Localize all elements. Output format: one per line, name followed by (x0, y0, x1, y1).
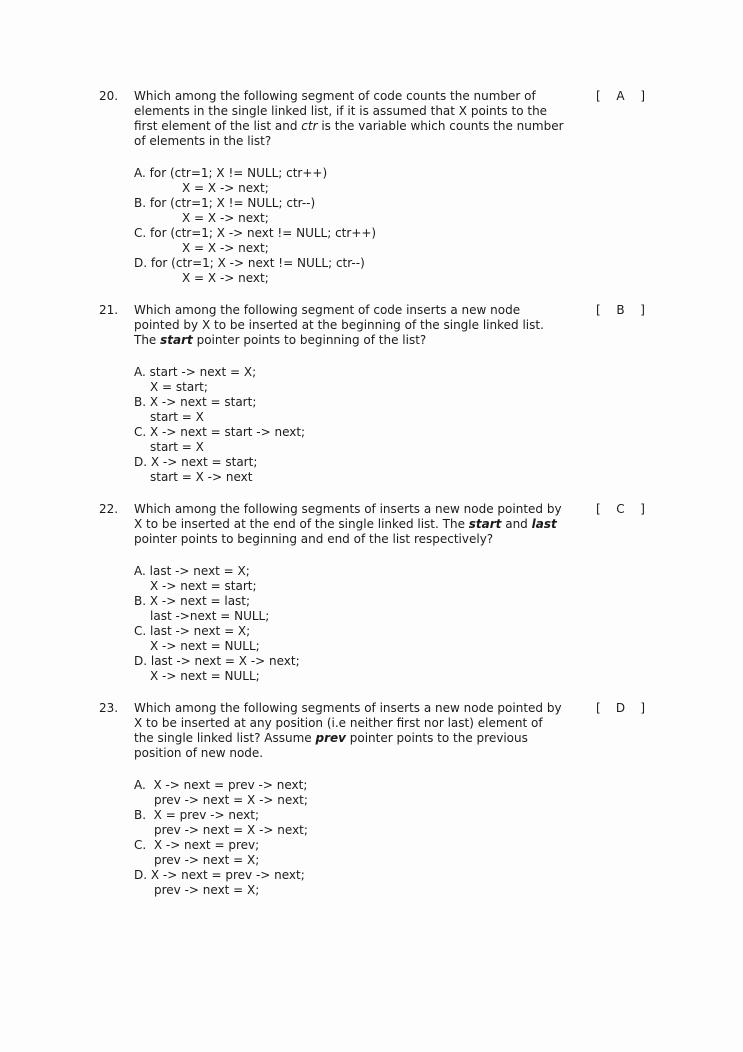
emphasized-term: ctr (301, 119, 318, 133)
emphasized-term: prev (315, 731, 346, 745)
option-d (134, 868, 743, 898)
question-22 (0, 502, 743, 684)
bracket-close: ] (640, 701, 645, 715)
question-text-line (134, 134, 564, 149)
question-23 (0, 701, 743, 898)
option-code-line2: start = X (150, 410, 204, 424)
question-text (134, 701, 562, 761)
option-code-line1: C. last -> next = X; (134, 624, 251, 638)
question-text (134, 89, 564, 149)
option-c (134, 838, 743, 868)
option-code-line2: prev -> next = X -> next; (154, 793, 308, 807)
question-text-line (134, 89, 564, 104)
text-segment: Which among the following segment of code counts the number of (134, 89, 536, 103)
option-code-line2: prev -> next = X -> next; (154, 823, 308, 837)
text-segment: of elements in the list? (134, 134, 272, 148)
question-text-line (134, 517, 562, 532)
options-list (134, 564, 743, 684)
question-header (99, 89, 743, 149)
bracket-close: ] (640, 502, 645, 516)
option-code-line2: X -> next = start; (150, 579, 257, 593)
text-segment: first element of the list and (134, 119, 302, 133)
option-d (134, 256, 743, 286)
option-code-line1: B. for (ctr=1; X != NULL; ctr--) (134, 196, 316, 210)
text-segment: Which among the following segments of inserts a new node pointed by (134, 701, 562, 715)
option-d (134, 455, 743, 485)
text-segment: position of new node. (134, 746, 264, 760)
answer-bracket (596, 502, 645, 517)
bracket-close: ] (640, 303, 645, 317)
question-text-line (134, 716, 562, 731)
options-list (134, 365, 743, 485)
option-b (134, 395, 743, 425)
text-segment: pointed by X to be inserted at the beginning of the single linked list. (134, 318, 544, 332)
option-code-line2: start = X -> next (150, 470, 253, 484)
bracket-open: [ (596, 303, 601, 317)
text-segment: and (501, 517, 532, 531)
question-text-line (134, 502, 562, 517)
emphasized-term: start (468, 517, 502, 531)
question-text-line (134, 303, 544, 318)
option-code-line1: A. last -> next = X; (134, 564, 250, 578)
option-code-line2: X = X -> next; (182, 181, 269, 195)
question-number: 23. (99, 701, 119, 715)
option-code-line1: B. X -> next = last; (134, 594, 251, 608)
option-a (134, 564, 743, 594)
bracket-open: [ (596, 89, 601, 103)
option-b (134, 808, 743, 838)
question-header (99, 701, 743, 761)
option-code-line1: D. for (ctr=1; X -> next != NULL; ctr--) (134, 256, 365, 270)
text-segment: Which among the following segment of code inserts a new node (134, 303, 521, 317)
option-d (134, 654, 743, 684)
options-list (134, 166, 743, 286)
option-code-line2: last ->next = NULL; (150, 609, 270, 623)
option-code-line2: X = start; (150, 380, 208, 394)
question-text-line (134, 731, 562, 746)
answer-letter: B (616, 303, 625, 317)
question-number: 20. (99, 89, 119, 103)
answer-letter: D (615, 701, 626, 715)
option-code-line1: C. for (ctr=1; X -> next != NULL; ctr++) (134, 226, 377, 240)
question-text-line (134, 333, 544, 348)
option-code-line1: C. X -> next = prev; (134, 838, 260, 852)
option-code-line2: prev -> next = X; (154, 853, 260, 867)
answer-bracket (596, 701, 645, 716)
option-code-line1: C. X -> next = start -> next; (134, 425, 306, 439)
text-segment: is the variable which counts the number (317, 119, 564, 133)
question-text (134, 502, 562, 547)
option-code-line2: prev -> next = X; (154, 883, 260, 897)
option-code-line2: X -> next = NULL; (150, 669, 260, 683)
text-segment: pointer points to beginning and end of the list respectively? (134, 532, 494, 546)
option-code-line1: A. start -> next = X; (134, 365, 257, 379)
page-content (0, 89, 743, 915)
question-number: 21. (99, 303, 119, 317)
question-text-line (134, 701, 562, 716)
option-code-line2: X -> next = NULL; (150, 639, 260, 653)
option-code-line1: D. X -> next = prev -> next; (134, 868, 305, 882)
option-code-line1: D. last -> next = X -> next; (134, 654, 300, 668)
answer-letter: A (616, 89, 625, 103)
question-text-line (134, 746, 562, 761)
question-text-line (134, 532, 562, 547)
text-segment: pointer points to the previous (345, 731, 528, 745)
bracket-close: ] (640, 89, 645, 103)
text-segment: The (134, 333, 161, 347)
bracket-open: [ (596, 502, 601, 516)
question-text-line (134, 104, 564, 119)
question-text (134, 303, 544, 348)
option-code-line2: X = X -> next; (182, 211, 269, 225)
emphasized-term: last (531, 517, 557, 531)
bracket-open: [ (596, 701, 601, 715)
question-20 (0, 89, 743, 286)
option-code-line1: A. X -> next = prev -> next; (134, 778, 308, 792)
option-code-line2: X = X -> next; (182, 241, 269, 255)
text-segment: pointer points to beginning of the list? (192, 333, 427, 347)
option-b (134, 196, 743, 226)
answer-bracket (596, 89, 645, 104)
question-header (99, 303, 743, 348)
option-code-line2: start = X (150, 440, 204, 454)
option-code-line1: D. X -> next = start; (134, 455, 258, 469)
option-c (134, 425, 743, 455)
question-text-line (134, 119, 564, 134)
options-list (134, 778, 743, 898)
answer-bracket (596, 303, 645, 318)
answer-letter: C (616, 502, 625, 516)
option-code-line1: B. X -> next = start; (134, 395, 257, 409)
option-a (134, 778, 743, 808)
option-code-line2: X = X -> next; (182, 271, 269, 285)
question-21 (0, 303, 743, 485)
option-a (134, 365, 743, 395)
emphasized-term: start (160, 333, 193, 347)
text-segment: the single linked list? Assume (134, 731, 316, 745)
text-segment: Which among the following segments of inserts a new node pointed by (134, 502, 562, 516)
option-code-line1: A. for (ctr=1; X != NULL; ctr++) (134, 166, 328, 180)
option-code-line1: B. X = prev -> next; (134, 808, 259, 822)
question-header (99, 502, 743, 547)
option-b (134, 594, 743, 624)
option-a (134, 166, 743, 196)
text-segment: X to be inserted at the end of the single linked list. The (134, 517, 469, 531)
text-segment: elements in the single linked list, if it is assumed that X points to the (134, 104, 548, 118)
option-c (134, 624, 743, 654)
question-text-line (134, 318, 544, 333)
text-segment: X to be inserted at any position (i.e neither first nor last) element of (134, 716, 543, 730)
question-number: 22. (99, 502, 119, 516)
option-c (134, 226, 743, 256)
